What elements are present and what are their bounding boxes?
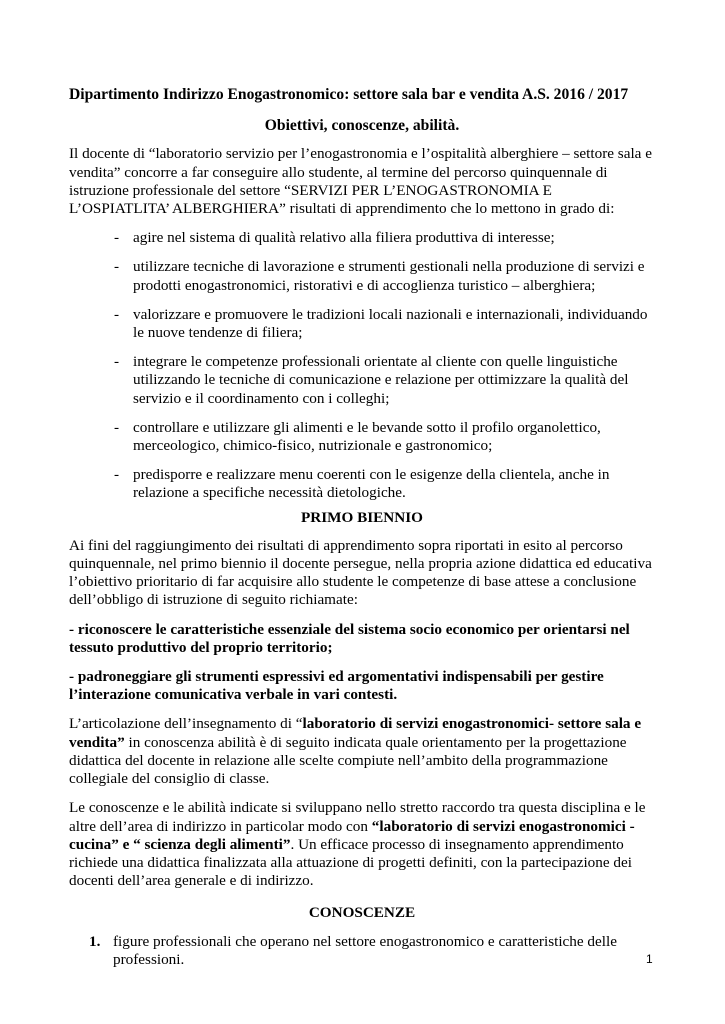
- list-item: [69, 229, 655, 247]
- section-heading-primo-biennio: PRIMO BIENNIO: [301, 508, 423, 526]
- list-item-text: valorizzare e promuovere le tradizioni locali nazionali e internazionali, individuando le nuove tendenze di filiera;: [133, 305, 648, 342]
- competence-item: - padroneggiare gli strumenti espressivi ed argomentativi indispensabili per gestire l’interazione comunicativa verbale in vari contesti.: [69, 668, 604, 704]
- bullet-marker: -: [114, 258, 120, 276]
- list-item-text: integrare le competenze professionali orientate al cliente con quelle linguistiche utilizzando le tecniche di comunicazione e relazione per ottimizzare la qualità del servizio e il coordinamento con i colleghi;: [133, 353, 629, 407]
- list-item: [69, 466, 655, 502]
- document-title: Dipartimento Indirizzo Enogastronomico: settore sala bar e vendita A.S. 2016 / 2017: [69, 86, 629, 103]
- bullet-marker: -: [114, 305, 120, 323]
- articolazione-post: in conoscenza abilità è di seguito indicata quale orientamento per la progettazione didattica del docente in relazione alle scelte compiute nell’ambito della programmazione collegiale del consiglio di classe.: [69, 733, 627, 788]
- articolazione-pre: L’articolazione dell’insegnamento di “: [69, 715, 303, 733]
- learning-outcomes-list: [69, 229, 655, 502]
- list-item-text: agire nel sistema di qualità relativo alla filiera produttiva di interesse;: [133, 229, 555, 247]
- list-item-number: 1.: [89, 932, 101, 950]
- bullet-marker: -: [114, 418, 120, 436]
- raccordo-post: . Un efficace processo di insegnamento apprendimento richiede una didattica finalizzata alla attuazione di progetti definiti, con la partecipazione dei docenti dell’area generale e di indirizzo.: [69, 835, 632, 890]
- intro-paragraph: Il docente di “laboratorio servizio per l’enogastronomia e l’ospitalità alberghiere – settore sala e vendita” concorre a far conseguire allo studente, al termine del percorso quinquennale di istruzione professionale del settore “SERVIZI PER L’ENOGASTRONOMIA E L’OSPIATLITA’ ALBERGHIERA” risultati di apprendimento che lo mettono in grado di:: [69, 145, 652, 218]
- list-item: [69, 353, 655, 408]
- list-item-text: predisporre e realizzare menu coerenti con le esigenze della clientela, anche in relazione a specifiche necessità dietologiche.: [133, 466, 610, 502]
- document-subtitle: Obiettivi, conoscenze, abilità.: [264, 117, 460, 135]
- list-item-text: controllare e utilizzare gli alimenti e le bevande sotto il profilo organolettico, merceologico, chimico-fisico, nutrizionale e gastronomico;: [133, 418, 601, 455]
- articolazione-bold: laboratorio di servizi enogastronomici- settore sala e vendita”: [69, 715, 642, 751]
- list-item: [69, 419, 655, 455]
- articolazione-paragraph: [69, 715, 655, 788]
- page-number: 1: [646, 952, 653, 966]
- section-heading-conoscenze: CONOSCENZE: [308, 904, 416, 922]
- list-item: [69, 306, 655, 342]
- primo-biennio-paragraph: Ai fini del raggiungimento dei risultati di apprendimento sopra riportati in esito al percorso quinquennale, nel primo biennio il docente persegue, nella propria azione didattica ed educativa l’obiettivo prioritario di far acquisire allo studente le competenze di base attese a conclusione dell’obbligo di istruzione di seguito richiamate:: [69, 536, 652, 609]
- list-item: [69, 258, 655, 294]
- bullet-marker: -: [114, 466, 120, 484]
- competence-item: - riconoscere le caratteristiche essenziale del sistema socio economico per orientarsi nel tessuto produttivo del proprio territorio;: [69, 620, 630, 656]
- list-item-text: figure professionali che operano nel settore enogastronomico e caratteristiche delle professioni.: [113, 932, 617, 968]
- raccordo-pre: Le conoscenze e le abilità indicate si sviluppano nello stretto raccordo tra questa disciplina e le altre dell’area di indirizzo in particolar modo con: [69, 799, 646, 835]
- raccordo-paragraph: [69, 799, 655, 890]
- list-item-text: utilizzare tecniche di lavorazione e strumenti gestionali nella produzione di servizi e prodotti enogastronomici, ristorativi e di accoglienza turistico – alberghiera;: [133, 258, 645, 294]
- list-item: [69, 933, 655, 969]
- conoscenze-list: [69, 933, 655, 969]
- document-page: [69, 86, 655, 969]
- bullet-marker: -: [114, 353, 120, 371]
- raccordo-bold: “laboratorio di servizi enogastronomici - cucina” e “ scienza degli alimenti”: [69, 817, 635, 853]
- bullet-marker: -: [114, 229, 120, 247]
